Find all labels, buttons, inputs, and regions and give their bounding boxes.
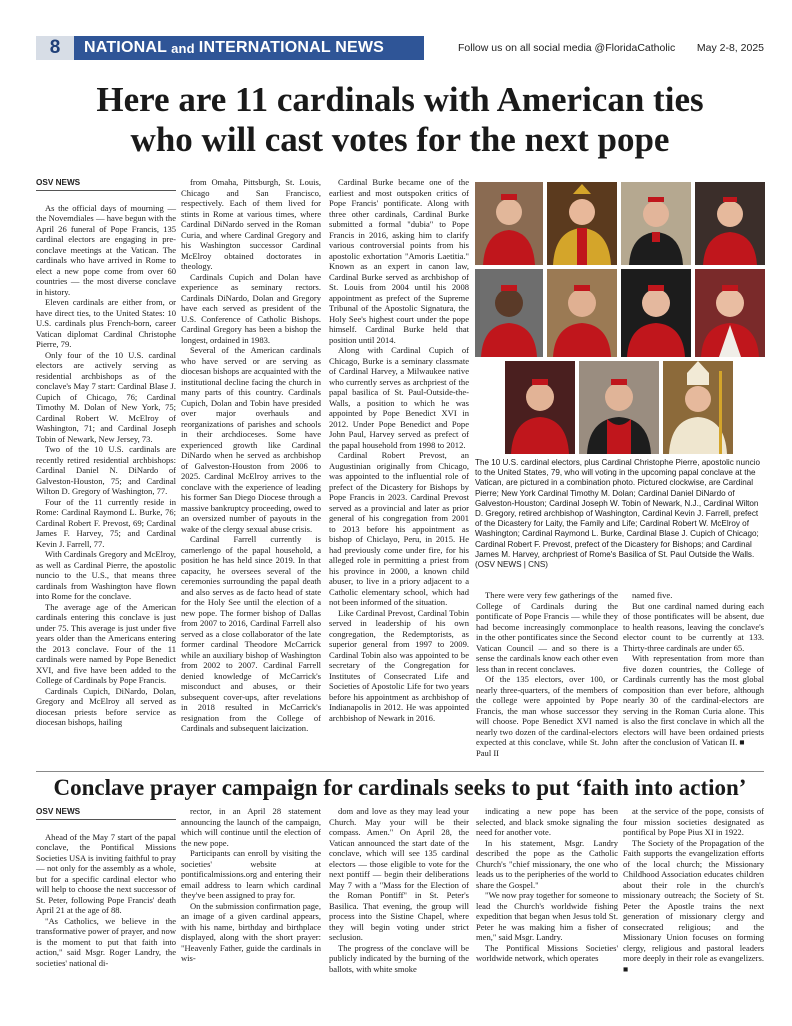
article2-column-4 [476,806,618,964]
paragraph: There were very few gatherings of the College of Cardinals during the pontificate of Pope Francis — while they had become increasingly commonplace in the other pontificates since the Second Vatican Council — and so there is a sense the cardinals know each other even less than in recent conclaves. [476,590,618,674]
paragraph: Cardinal Robert Prevost, an Augustinian originally from Chicago, was appointed to the influential role of prefect of the Dicastery for Bishops by Pope Francis in 2023. Cardinal Prevost served as a provincial and later as prior general of his congregation from 2001 to 2013 before his appointment as bishop of Chiclayo, Peru, in 2015. He had previously come under fire, for his alleged role in permitting a priest from his province in 2000, a known child abuser, to live in a priory adjacent to a Catholic elementary school, which had not been informed of the situation. [329,450,469,607]
paragraph: at the service of the pope, consists of four mission societies designated as pontifical by Pope Pius XI in 1922. [623,806,764,837]
paragraph: In his statement, Msgr. Landry described the pope as the Catholic Church's "chief missionary, the one who leads us to the peripheries of the world to share the Gospel." [476,837,618,890]
photo-cardinal-gregory [475,269,543,357]
section-label-and: and [171,40,195,56]
article1-col2-body [181,177,321,734]
article2-byline: OSV NEWS [36,807,176,820]
section-label-b: INTERNATIONAL NEWS [198,39,385,56]
paragraph: On the submission confirmation page, an image of a given cardinal appears, with his name, birthday and birthplace displayed, along with the short prayer: "Heavenly Father, guide the cardinals in wis- [181,900,321,963]
social-follow: Follow us on all social media @FloridaCatholic [458,42,676,54]
section-label [74,36,424,60]
paragraph: The average age of the American cardinals entering this conclave is just under 75. This average is just under five years older than the Americans entering the 2013 conclave. Four of the 11 cardinals were named by Pope Benedict XVI, and five have been added to the College of Cardinals by Pope Francis. [36,601,176,685]
page-header [36,36,764,60]
paragraph: The Society of the Propagation of the Faith supports the evangelization efforts of the local church; the Missionary Childhood Association educates children about their role in the church's missionary outreach; the Society of St. Peter the Apostle trains the next generation of missionary clergy and consecrated religious; and the Missionary Union focuses on forming clergy, religious and pastoral leaders more deeply in their role as evangelizers. ■ [623,837,764,974]
paragraph: rector, in an April 28 statement announcing the launch of the campaign, which will continue until the election of the new pope. [181,806,321,848]
article2-col3-body [329,806,469,974]
article1-col5-body [623,590,764,748]
photo-cardinal-harvey [663,361,733,454]
article1-column-1 [36,177,176,728]
article1-col4-body [476,590,618,758]
paragraph: The Pontifical Missions Societies' worldwide network, which operates [476,942,618,963]
paragraph: Along with Cardinal Cupich of Chicago, Burke is a seminary classmate of Cardinal Harvey, a Milwaukee native who currently serves as archpriest of the papal basilica of St. Paul-Outside-the-Walls, a position to which he was appointed by Pope Benedict XVI in 2012. Under Pope Benedict and Pope John Paul, Harvey served as prefect of the papal household from 1998 to 2012. [329,345,469,450]
photo-cardinal-prevost [579,361,659,454]
article1-column-2 [181,177,321,734]
photo-cardinal-cupich [505,361,575,454]
paragraph: Only four of the 10 U.S. cardinal electors are actively serving as residential archbishops as of the conclave's May 7 start: Cardinal Blase J. Cupich of Chicago, 76; Cardinal Timothy M. Dolan of New York, 75; Cardinal Robert W. McElroy of Washington, 71; and Cardinal Joseph Tobin of Newark, New Jersey, 73. [36,349,176,444]
photo-cardinal-dinardo [621,182,691,265]
issue-date: May 2-8, 2025 [696,42,764,54]
paragraph: Cardinal Burke became one of the earliest and most outspoken critics of Pope Francis' pontificate. Along with three other cardinals, Cardinal Burke submitted a formal "dubia" to Pope Francis in 2016, asking him to clarify various controversial points from his apostolic exhortation "Amoris Laetitia." Known as an expert in canon law, Cardinal Burke served as archbishop of St. Louis from 2004 until his 2008 appointment as prefect of the Supreme Tribunal of the Apostolic Signatura, the Holy See's highest court under the pope himself. Cardinal Burke held that position until 2014. [329,177,469,345]
article2-col2-body [181,806,321,964]
paragraph: Of the 135 electors, over 100, or nearly three-quarters, of the members of the college were appointed by Pope Francis, the man whose successor they will choose. Pope Benedict XVI named nearly two dozen of the cardinal-electors expected at this conclave, while St. John Paul II [476,674,618,758]
paragraph: "We now pray together for someone to lead the Church's worldwide fishing expedition that began when Jesus told St. Peter he was making him a fisher of men," said Msgr. Landry. [476,890,618,942]
article2-headline: Conclave prayer campaign for cardinals seeks to put ‘faith into action’ [53,775,747,800]
article1-headline [36,80,764,160]
article1-col3-body [329,177,469,723]
section-label-a: NATIONAL [84,39,168,56]
article2-column-1 [36,806,176,968]
article2-col4-body [476,806,618,964]
paragraph: Ahead of the May 7 start of the papal conclave, the Pontifical Missions Societies USA is inviting faithful to pray — not only for the assembly as a whole, but for a specific cardinal elector who will help to choose the next successor of St. Peter, following Pope Francis' death April 21 at the age of 88. [36,831,176,915]
photo-cardinal-pierre [475,182,543,265]
paragraph: With Cardinals Gregory and McElroy, as well as Cardinal Pierre, the apostolic nuncio to the U.S., that means three cardinals from Washington have flown into Rome for the conclave. [36,549,176,601]
paragraph: Several of the American cardinals who have served or are serving as diocesan bishops are acquainted with the institutional decline facing the church in many parts of this country. Cardinals Cupich, Dolan and Tobin have presided over major overhauls and reorganizations of parishes and schools in their archdioceses. Some have experienced growth like Cardinal DiNardo when he served as archbishop of Galveston-Houston from 2006 to 2025. Cardinal McElroy arrives to the conclave with the experience of leading his former San Diego Diocese through a massive bankruptcy proceeding, owed to an oversized number of payouts in the wake of the clergy sexual abuse crisis. [181,345,321,534]
paragraph: indicating a new pope has been selected, and black smoke signaling the need for another vote. [476,806,618,837]
article1-byline: OSV NEWS [36,178,176,191]
article2-col1-body [36,832,176,969]
photo-cardinal-tobin [695,182,765,265]
paragraph: The progress of the conclave will be publicly indicated by the burning of the ballots, with white smoke [329,942,469,974]
paragraph: "As Catholics, we believe in the transformative power of prayer, and now is the moment to put that faith into action," said Msgr. Roger Landry, the societies' national di- [36,915,176,968]
article2-column-5 [623,806,764,974]
article1-headline-line2: who will cast votes for the next pope [130,120,670,159]
article1-headline-line1: Here are 11 cardinals with American ties [96,80,704,119]
paragraph: Eleven cardinals are either from, or have direct ties, to the United States: 10 U.S. cardinals plus French-born, career Vatican diplomat Cardinal Christophe Pierre, 79. [36,297,176,349]
paragraph: Two of the 10 U.S. cardinals are recently retired residential archbishops: Cardinal Daniel N. DiNardo of Galveston-Houston, 75; and Cardinal Wilton D. Gregory of Washington, 77. [36,444,176,496]
paragraph: As the official days of mourning — the Novemdiales — have begun with the April 26 funeral of Pope Francis, 135 cardinal electors are engaging in pre-conclave meetings at the Vatican. The cardinals who have arrived in Rome to elect a new pope come from over 60 countries — the most diverse conclave in history. [36,202,176,297]
paragraph: Like Cardinal Prevost, Cardinal Tobin served in leadership of his own congregation, the Redemptorists, as superior general from 1997 to 2009. Cardinal Tobin also was appointed to be secretary of the Congregation for Institutes of Consecrated Life and Societies of Apostolic Life for two years before his appointment as archbishop of Indianapolis in 2012. He was appointed archbishop of Newark in 2016. [329,607,469,723]
paragraph: Participants can enroll by visiting the societies' website at pontificalmissions.org and entering their email address to learn which cardinal they've been assigned to pray for. [181,848,321,900]
paragraph: Cardinals Cupich and Dolan have experience as seminary rectors. Cardinals DiNardo, Dolan and Gregory have each served as president of the U.S. Conference of Catholic Bishops. Cardinal Gregory has been a bishop the longest, ordained in 1983. [181,271,321,345]
cardinals-photo-collage [475,182,765,454]
article2-col5-body [623,806,764,974]
article1-column-4 [476,590,618,758]
photo-caption: The 10 U.S. cardinal electors, plus Cardinal Christophe Pierre, apostolic nuncio to the United States, 79, who will voting in the upcoming papal conclave at the Vatican, are pictured in a combination photo. Pictured clockwise, are Cardinal Pierre; New York Cardinal Timothy M. Dolan; Cardinal Daniel DiNardo of Galveston-Houston; Cardinal Joseph W. Tobin of Newark, N.J., Cardinal Wilton D. Gregory, retired archbishop of Washington, Cardinal Kevin J. Farrell, prefect of the Dicastery for Laity, the Family and Life; Cardinal Robert W. McElroy of Washington; Cardinal Raymond L. Burke, Cardinal Blase J. Cupich of Chicago; Cardinal Robert F. Prevost, prefect of the Dicastery for Bishops; and Cardinal James M. Harvey, archpriest of Rome's Basilica of St. Paul Outside the Walls. (OSV NEWS | CNS) [475,458,760,570]
article2-column-2 [181,806,321,964]
paragraph: With representation from more than five dozen countries, the College of Cardinals currently has the most global composition than ever before, although nearly 30 of the cardinal-electors are serving in the Roman Curia alone. This is also the first conclave in which all the electors will have been ordained priests after the conclusion of Vatican II. ■ [623,653,764,747]
page-number: 8 [36,36,74,60]
paragraph: named five. [632,590,673,600]
photo-cardinal-dolan [547,182,617,265]
paragraph: from Omaha, Pittsburgh, St. Louis, Chicago and San Francisco, respectively. Each of them lived for stints in Rome at various times, where Cardinal DiNardo served in the Roman Curia, and where Cardinal Gregory and his Washington successor Cardinal McElroy obtained doctorates in theology. [181,177,321,271]
paragraph: dom and love as they may lead your Church. May your will be their compass. Amen." On April 28, the Vatican announced the start date of the conclave, which will see 135 cardinal electors — those eligible to vote for the next pontiff — begin their deliberations May 7 with a "Mass for the Election of the Roman Pontiff" in St. Peter's Basilica. That evening, the group will process into the Sistine Chapel, where they will begin voting under strict seclusion. [329,806,469,942]
paragraph: Cardinal Farrell currently is camerlengo of the papal household, a position he has held since 2019. In that capacity, he oversees several of the ceremonies surrounding the papal death and also serves as de facto head of state for the Holy See until the election of a new pope. The former bishop of Dallas from 2007 to 2016, Cardinal Farrell also served as a close collaborator of the late former cardinal Theodore McCarrick while an auxiliary bishop of Washington from 2002 to 2007. Cardinal Farrell denied knowledge of McCarrick's misconduct and abuses, or their subsequent cover-ups, after revelations in 2018 resulted in McCarrick's resignation from the College of Cardinals and subsequent laicization. [181,534,321,733]
article2-column-3 [329,806,469,974]
paragraph: Four of the 11 currently reside in Rome: Cardinal Raymond L. Burke, 76; Cardinal Robert F. Prevost, 69; Cardinal James F. Harvey, 75; and Cardinal Kevin J. Farrell, 77. [36,496,176,549]
photo-cardinal-mcelroy [621,269,691,357]
photo-cardinal-burke [695,269,765,357]
paragraph: But one cardinal named during each of those pontificates will be absent, due to health reasons, leaving the conclave's elector count to be currently at 133. Thirty-three cardinals are under 65. [623,600,764,653]
article1-column-5 [623,590,764,748]
paragraph: Cardinals Cupich, DiNardo, Dolan, Gregory and McElroy all served as diocesan priests before service as diocesan bishops, hailing [36,685,176,727]
photo-cardinal-farrell [547,269,617,357]
article1-col1-body [36,203,176,728]
article1-column-3 [329,177,469,723]
article-divider [36,771,764,772]
